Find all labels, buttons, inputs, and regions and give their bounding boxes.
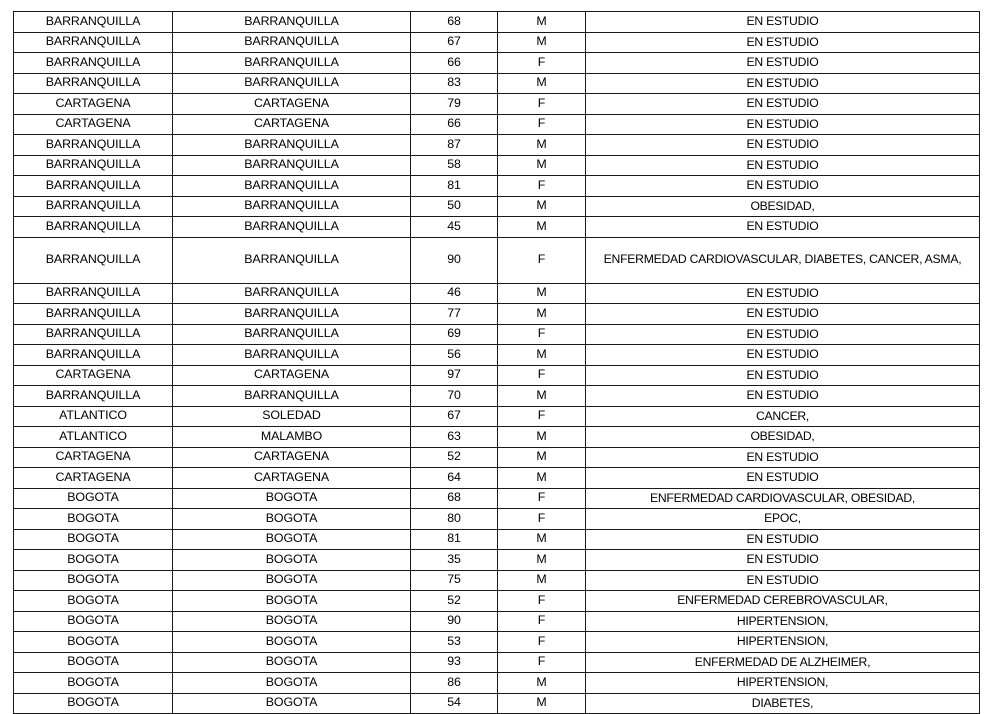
cell-edad: 66 <box>411 53 498 74</box>
cell-departamento: BOGOTA <box>14 652 173 673</box>
cell-departamento: BARRANQUILLA <box>14 283 173 304</box>
cell-diagnostico: EN ESTUDIO <box>586 94 980 115</box>
cell-edad: 79 <box>411 94 498 115</box>
cell-diagnostico: EN ESTUDIO <box>586 73 980 94</box>
cell-ciudad: BARRANQUILLA <box>173 386 411 407</box>
cell-departamento: BARRANQUILLA <box>14 386 173 407</box>
cell-ciudad: BOGOTA <box>173 611 411 632</box>
cell-ciudad: BOGOTA <box>173 673 411 694</box>
cell-departamento: BARRANQUILLA <box>14 345 173 366</box>
table-row <box>14 32 980 53</box>
cell-edad: 52 <box>411 591 498 612</box>
cell-diagnostico: ENFERMEDAD CARDIOVASCULAR, OBESIDAD, <box>586 488 980 509</box>
cell-ciudad: BOGOTA <box>173 570 411 591</box>
table-row <box>14 673 980 694</box>
table-row <box>14 217 980 238</box>
cell-edad: 81 <box>411 176 498 197</box>
cell-sexo: M <box>498 217 586 238</box>
cell-diagnostico: EN ESTUDIO <box>586 447 980 468</box>
cell-departamento: BOGOTA <box>14 488 173 509</box>
cell-sexo: F <box>498 237 586 283</box>
table-row <box>14 632 980 653</box>
cell-edad: 87 <box>411 135 498 156</box>
cell-ciudad: BARRANQUILLA <box>173 237 411 283</box>
cell-sexo: M <box>498 693 586 714</box>
cell-diagnostico: CANCER, <box>586 406 980 427</box>
cell-diagnostico: EN ESTUDIO <box>586 176 980 197</box>
cell-sexo: F <box>498 509 586 530</box>
table-row <box>14 114 980 135</box>
cell-sexo: M <box>498 529 586 550</box>
cell-ciudad: BARRANQUILLA <box>173 32 411 53</box>
cell-sexo: M <box>498 673 586 694</box>
cell-sexo: F <box>498 632 586 653</box>
cell-diagnostico: ENFERMEDAD CARDIOVASCULAR, DIABETES, CANCER, ASMA, <box>586 237 980 283</box>
cell-sexo: F <box>498 488 586 509</box>
table-row <box>14 386 980 407</box>
cell-ciudad: BARRANQUILLA <box>173 12 411 33</box>
cell-diagnostico: EN ESTUDIO <box>586 365 980 386</box>
cell-ciudad: BARRANQUILLA <box>173 176 411 197</box>
cell-edad: 83 <box>411 73 498 94</box>
cell-ciudad: BOGOTA <box>173 632 411 653</box>
cell-diagnostico: EN ESTUDIO <box>586 468 980 489</box>
cell-ciudad: CARTAGENA <box>173 468 411 489</box>
table-row <box>14 611 980 632</box>
cell-departamento: BOGOTA <box>14 673 173 694</box>
table-row <box>14 406 980 427</box>
cell-sexo: M <box>498 304 586 325</box>
cell-diagnostico: EN ESTUDIO <box>586 386 980 407</box>
cell-diagnostico: EN ESTUDIO <box>586 135 980 156</box>
cell-sexo: M <box>498 468 586 489</box>
cell-sexo: M <box>498 345 586 366</box>
cell-departamento: BARRANQUILLA <box>14 304 173 325</box>
cell-sexo: M <box>498 32 586 53</box>
cell-departamento: BOGOTA <box>14 529 173 550</box>
cell-diagnostico: EN ESTUDIO <box>586 114 980 135</box>
cell-diagnostico: HIPERTENSION, <box>586 632 980 653</box>
cell-departamento: BOGOTA <box>14 611 173 632</box>
cell-diagnostico: EN ESTUDIO <box>586 53 980 74</box>
table-row <box>14 73 980 94</box>
table-row <box>14 468 980 489</box>
cell-diagnostico: OBESIDAD, <box>586 196 980 217</box>
cell-departamento: BOGOTA <box>14 570 173 591</box>
table-row <box>14 591 980 612</box>
cell-diagnostico: EN ESTUDIO <box>586 304 980 325</box>
table-row <box>14 12 980 33</box>
cell-diagnostico: ENFERMEDAD CEREBROVASCULAR, <box>586 591 980 612</box>
cell-diagnostico: EN ESTUDIO <box>586 570 980 591</box>
table-row <box>14 693 980 714</box>
cell-sexo: M <box>498 283 586 304</box>
cell-ciudad: BARRANQUILLA <box>173 283 411 304</box>
cell-edad: 97 <box>411 365 498 386</box>
cell-edad: 53 <box>411 632 498 653</box>
cell-edad: 69 <box>411 324 498 345</box>
table-row <box>14 324 980 345</box>
cell-edad: 35 <box>411 550 498 571</box>
cell-departamento: CARTAGENA <box>14 114 173 135</box>
table-row <box>14 155 980 176</box>
cell-ciudad: BOGOTA <box>173 488 411 509</box>
cell-departamento: BOGOTA <box>14 693 173 714</box>
cell-diagnostico: EN ESTUDIO <box>586 155 980 176</box>
cell-ciudad: CARTAGENA <box>173 447 411 468</box>
cell-diagnostico: EN ESTUDIO <box>586 529 980 550</box>
cell-edad: 64 <box>411 468 498 489</box>
cell-diagnostico: EN ESTUDIO <box>586 550 980 571</box>
table-row <box>14 550 980 571</box>
cell-edad: 56 <box>411 345 498 366</box>
cell-sexo: F <box>498 53 586 74</box>
cell-diagnostico: EN ESTUDIO <box>586 217 980 238</box>
cell-edad: 81 <box>411 529 498 550</box>
cell-departamento: BOGOTA <box>14 509 173 530</box>
cell-edad: 58 <box>411 155 498 176</box>
cell-edad: 70 <box>411 386 498 407</box>
cell-edad: 66 <box>411 114 498 135</box>
table-row <box>14 427 980 448</box>
cell-departamento: BARRANQUILLA <box>14 73 173 94</box>
cell-departamento: BARRANQUILLA <box>14 12 173 33</box>
cell-edad: 90 <box>411 237 498 283</box>
cell-edad: 67 <box>411 406 498 427</box>
cell-diagnostico: DIABETES, <box>586 693 980 714</box>
cell-departamento: BOGOTA <box>14 550 173 571</box>
cell-departamento: BARRANQUILLA <box>14 135 173 156</box>
cell-edad: 90 <box>411 611 498 632</box>
cell-departamento: BARRANQUILLA <box>14 176 173 197</box>
cell-departamento: BARRANQUILLA <box>14 32 173 53</box>
cell-departamento: BOGOTA <box>14 632 173 653</box>
cell-edad: 67 <box>411 32 498 53</box>
cell-edad: 45 <box>411 217 498 238</box>
cell-sexo: F <box>498 406 586 427</box>
cell-ciudad: CARTAGENA <box>173 365 411 386</box>
cell-ciudad: BARRANQUILLA <box>173 53 411 74</box>
cell-sexo: F <box>498 176 586 197</box>
cell-departamento: ATLANTICO <box>14 427 173 448</box>
cell-sexo: M <box>498 447 586 468</box>
cell-edad: 80 <box>411 509 498 530</box>
cell-sexo: F <box>498 114 586 135</box>
cell-departamento: CARTAGENA <box>14 468 173 489</box>
cell-ciudad: BOGOTA <box>173 652 411 673</box>
cell-diagnostico: HIPERTENSION, <box>586 673 980 694</box>
table-row <box>14 529 980 550</box>
cell-ciudad: MALAMBO <box>173 427 411 448</box>
cell-departamento: CARTAGENA <box>14 365 173 386</box>
cell-ciudad: BARRANQUILLA <box>173 345 411 366</box>
cell-edad: 52 <box>411 447 498 468</box>
cell-departamento: CARTAGENA <box>14 447 173 468</box>
cell-sexo: M <box>498 12 586 33</box>
cell-diagnostico: EN ESTUDIO <box>586 12 980 33</box>
cell-ciudad: BOGOTA <box>173 591 411 612</box>
cell-sexo: M <box>498 427 586 448</box>
cell-sexo: M <box>498 386 586 407</box>
cell-ciudad: BARRANQUILLA <box>173 155 411 176</box>
cell-edad: 50 <box>411 196 498 217</box>
cell-edad: 93 <box>411 652 498 673</box>
cell-diagnostico: ENFERMEDAD DE ALZHEIMER, <box>586 652 980 673</box>
table-row <box>14 196 980 217</box>
table-row <box>14 488 980 509</box>
cell-departamento: BARRANQUILLA <box>14 53 173 74</box>
cell-ciudad: BARRANQUILLA <box>173 196 411 217</box>
cell-edad: 77 <box>411 304 498 325</box>
cell-edad: 75 <box>411 570 498 591</box>
cell-edad: 46 <box>411 283 498 304</box>
table-row <box>14 176 980 197</box>
cell-diagnostico: EN ESTUDIO <box>586 32 980 53</box>
cell-sexo: F <box>498 611 586 632</box>
cell-edad: 86 <box>411 673 498 694</box>
cell-ciudad: BARRANQUILLA <box>173 135 411 156</box>
table-row <box>14 570 980 591</box>
cell-diagnostico: EN ESTUDIO <box>586 324 980 345</box>
cell-ciudad: BOGOTA <box>173 693 411 714</box>
table-row <box>14 237 980 283</box>
table-row <box>14 304 980 325</box>
cell-sexo: F <box>498 652 586 673</box>
cell-sexo: M <box>498 550 586 571</box>
cell-sexo: M <box>498 135 586 156</box>
table-row <box>14 509 980 530</box>
cell-sexo: M <box>498 73 586 94</box>
table-row <box>14 135 980 156</box>
cell-diagnostico: EPOC, <box>586 509 980 530</box>
cell-departamento: BARRANQUILLA <box>14 217 173 238</box>
cell-ciudad: BARRANQUILLA <box>173 73 411 94</box>
cell-diagnostico: HIPERTENSION, <box>586 611 980 632</box>
cell-sexo: F <box>498 365 586 386</box>
cell-edad: 68 <box>411 488 498 509</box>
cell-departamento: CARTAGENA <box>14 94 173 115</box>
cell-ciudad: BOGOTA <box>173 550 411 571</box>
cell-edad: 63 <box>411 427 498 448</box>
cell-departamento: BARRANQUILLA <box>14 324 173 345</box>
cell-edad: 54 <box>411 693 498 714</box>
cell-ciudad: CARTAGENA <box>173 114 411 135</box>
table-row <box>14 365 980 386</box>
table-row <box>14 53 980 74</box>
cell-diagnostico: EN ESTUDIO <box>586 283 980 304</box>
cell-ciudad: BOGOTA <box>173 509 411 530</box>
cell-ciudad: BARRANQUILLA <box>173 217 411 238</box>
cell-ciudad: BOGOTA <box>173 529 411 550</box>
cell-diagnostico: EN ESTUDIO <box>586 345 980 366</box>
cell-ciudad: SOLEDAD <box>173 406 411 427</box>
table-row <box>14 447 980 468</box>
cell-departamento: BARRANQUILLA <box>14 196 173 217</box>
cell-sexo: F <box>498 324 586 345</box>
cell-edad: 68 <box>411 12 498 33</box>
cell-ciudad: BARRANQUILLA <box>173 324 411 345</box>
cell-sexo: F <box>498 591 586 612</box>
table-row <box>14 652 980 673</box>
cell-sexo: M <box>498 570 586 591</box>
cell-departamento: BARRANQUILLA <box>14 155 173 176</box>
table-row <box>14 283 980 304</box>
cell-departamento: ATLANTICO <box>14 406 173 427</box>
cell-ciudad: CARTAGENA <box>173 94 411 115</box>
table-body <box>14 12 980 714</box>
cell-departamento: BOGOTA <box>14 591 173 612</box>
cell-sexo: M <box>498 196 586 217</box>
table-row <box>14 345 980 366</box>
cell-sexo: F <box>498 94 586 115</box>
cell-diagnostico: OBESIDAD, <box>586 427 980 448</box>
table-row <box>14 94 980 115</box>
cell-ciudad: BARRANQUILLA <box>173 304 411 325</box>
patient-records-table <box>13 11 980 714</box>
cell-sexo: M <box>498 155 586 176</box>
cell-departamento: BARRANQUILLA <box>14 237 173 283</box>
